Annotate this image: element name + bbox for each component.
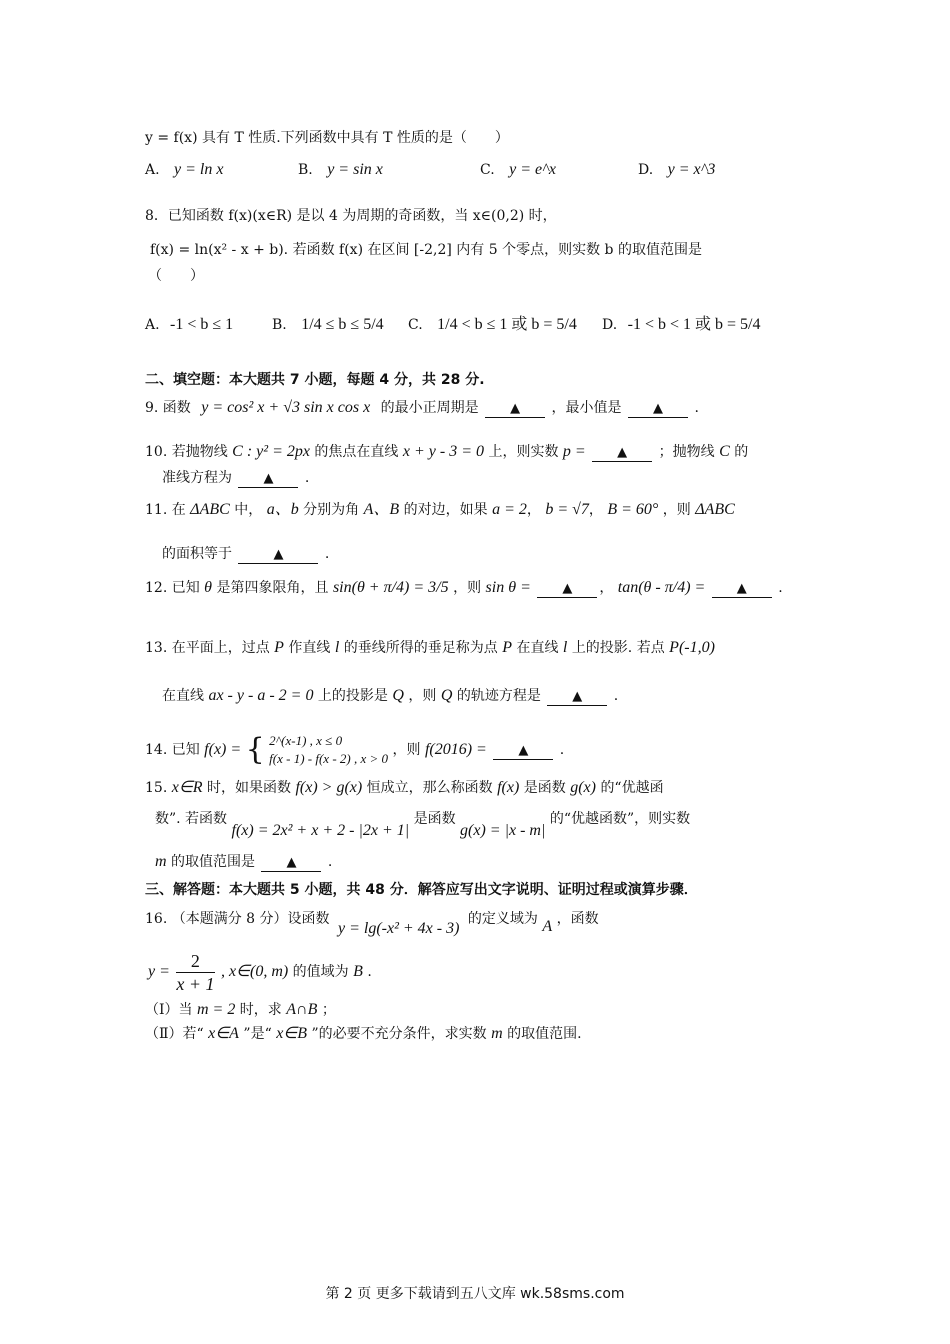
section-fill-in-heading: 二、填空题：本大题共 7 小题，每题 4 分，共 28 分. <box>145 372 485 388</box>
answer-blank[interactable] <box>628 401 688 418</box>
option-label: D. <box>638 162 654 178</box>
option-label: A. <box>145 317 160 333</box>
q10-text: 准线方程为 <box>162 470 232 486</box>
q15-expr: f(x) = 2x² + x + 2 - |2x + 1| <box>231 822 410 839</box>
q10-expr: C : y² = 2px <box>232 443 310 460</box>
triangle-icon: ▲ <box>652 401 663 416</box>
q15-text: 的取值范围是 <box>171 854 256 870</box>
q11-expr: ΔABC <box>190 501 230 518</box>
option-expr: 1/4 ≤ b ≤ 5/4 <box>301 316 384 333</box>
q11-text: . <box>324 546 330 562</box>
q10-text: 的 <box>734 444 749 460</box>
q11-expr: A、B <box>363 501 400 518</box>
triangle-icon: ▲ <box>510 401 521 416</box>
q11-expr: B = 60° <box>607 501 659 518</box>
option-label: B. <box>272 317 287 333</box>
answer-blank[interactable] <box>493 743 553 760</box>
triangle-icon: ▲ <box>286 855 297 870</box>
q15-expr: g(x) <box>570 779 596 796</box>
q16-expr: y = <box>148 963 170 980</box>
q10-expr: C <box>719 443 730 460</box>
q13-expr: P <box>502 639 512 656</box>
q15-expr: x∈R <box>171 779 203 796</box>
q10-text: . <box>304 470 310 486</box>
q11-text: ，则 <box>662 502 691 518</box>
q13-text: ，则 <box>408 688 437 704</box>
q12-text: . <box>778 580 783 596</box>
q13-expr: l <box>334 639 340 656</box>
q13-text: 13. 在平面上，过点 <box>145 640 270 656</box>
q15-expr: g(x) = |x - m| <box>460 822 546 839</box>
q9 <box>145 398 699 418</box>
option-expr: 1/4 < b ≤ 1 或 b = 5/4 <box>437 316 577 333</box>
q10-expr: x + y - 3 = 0 <box>402 443 484 460</box>
q16-text: ，函数 <box>556 911 599 927</box>
q16-expr: m <box>491 1025 503 1042</box>
triangle-icon: ▲ <box>263 471 274 486</box>
answer-blank[interactable] <box>238 547 318 564</box>
q16-text: . <box>367 964 372 980</box>
q8-option-b <box>272 315 384 335</box>
q16-expr: , x∈(0, m) <box>220 963 289 980</box>
q7-stem-text: y = f(x) 具有 T 性质.下列函数中具有 T 性质的是（ ） <box>145 130 509 146</box>
option-label: B. <box>298 162 313 178</box>
q16-expr: x∈B <box>276 1025 307 1042</box>
option-expr: -1 < b ≤ 1 <box>170 316 234 333</box>
q15-line2 <box>155 806 691 839</box>
page-footer: 第 2 页 更多下载请到五八文库 wk.58sms.com <box>325 1286 625 1302</box>
option-expr: y = ln x <box>174 161 224 178</box>
q8-line2: f(x) = ln(x² - x + b). 若函数 f(x) 在区间 [-2,2] 内有 5 个零点，则实数 b 的取值范围是 <box>150 242 702 258</box>
q12-expr: sin(θ + π/4) = 3/5 <box>332 579 449 596</box>
option-expr: y = sin x <box>327 161 383 178</box>
q9-expr: y = cos² x + √3 sin x cos x <box>201 399 371 416</box>
answer-blank[interactable] <box>485 401 545 418</box>
q11-text: 分别为角 <box>303 502 360 518</box>
q16-expr: y = lg(-x² + 4x - 3) <box>337 920 460 937</box>
q13-text: . <box>613 688 619 704</box>
q14-expr: f(x) = <box>204 741 242 758</box>
option-expr: -1 < b < 1 或 b = 5/4 <box>627 316 761 333</box>
q14-text: ，则 <box>392 742 421 758</box>
triangle-icon: ▲ <box>273 547 284 562</box>
q15-expr: m <box>155 853 167 870</box>
q15-text: 恒成立，那么称函数 <box>366 780 493 796</box>
q13-expr: P <box>274 639 284 656</box>
q16-line2 <box>148 948 372 996</box>
option-label: D. <box>602 317 618 333</box>
q13-text: 作直线 <box>288 640 331 656</box>
q7-option-d <box>638 160 715 180</box>
brace-icon: { <box>245 732 265 767</box>
q13-text: 上的投影. 若点 <box>571 640 665 656</box>
q12-text: 是第四象限角，且 <box>216 580 329 596</box>
q12-expr: sin θ = <box>485 579 531 596</box>
q16-expr: A <box>542 918 553 935</box>
q13-text: 的垂线所得的垂足称为点 <box>343 640 498 656</box>
answer-blank[interactable] <box>537 581 597 598</box>
q13-text: 上的投影是 <box>317 688 388 704</box>
q8-option-a <box>145 315 233 335</box>
q12-expr: tan(θ - π/4) = <box>617 579 706 596</box>
q15-line1 <box>145 778 664 798</box>
option-expr: y = x^3 <box>667 161 716 178</box>
case-2: f(x - 1) - f(x - 2) , x > 0 <box>269 751 389 766</box>
q15-text: 是函数 <box>523 780 566 796</box>
q15-text: 15. <box>145 780 168 796</box>
triangle-icon: ▲ <box>518 743 529 758</box>
q10-line2 <box>162 468 309 488</box>
q12: 12. 已知 θ 是第四象限角，且 sin(θ + π/4) = 3/5 ，则 sin θ = ▲ ， tan(θ - π/4) = ▲ . <box>145 579 783 596</box>
q10-text: 的焦点在直线 <box>314 444 399 460</box>
q12-expr: θ <box>204 579 213 596</box>
q15-text: 的“优越函 <box>600 780 664 796</box>
q16-text: ”的必要不充分条件，求实数 <box>311 1026 487 1042</box>
q11-expr: a、b <box>266 501 299 518</box>
q10-expr: p = <box>562 443 586 460</box>
triangle-icon: ▲ <box>617 445 628 460</box>
option-label: C. <box>480 162 495 178</box>
answer-blank[interactable] <box>547 689 607 706</box>
q8-option-d <box>602 315 761 335</box>
option-label: C. <box>408 317 423 333</box>
q16-text: 的取值范围. <box>507 1026 582 1042</box>
case-1: 2^(x-1) , x ≤ 0 <box>269 733 343 748</box>
q13-expr: Q <box>440 687 453 704</box>
q11-line2 <box>162 544 329 564</box>
answer-blank[interactable] <box>261 855 321 872</box>
q16-text: 时，求 <box>239 1002 282 1018</box>
q16-part1 <box>145 1000 336 1020</box>
q16-text: （Ⅰ）当 <box>145 1002 193 1018</box>
q16-text: 的定义域为 <box>467 911 538 927</box>
q13-line2 <box>162 686 618 706</box>
piecewise-cases <box>269 732 388 768</box>
q13-expr: ax - y - a - 2 = 0 <box>208 687 314 704</box>
q15-text: 的“优越函数”，则实数 <box>549 811 691 827</box>
q15-text: . <box>327 854 333 870</box>
q13-text: 的轨迹方程是 <box>456 688 541 704</box>
q16-text: ”是“ <box>243 1026 272 1042</box>
q11-text: 11. 在 <box>145 502 186 518</box>
option-expr: y = e^x <box>509 161 556 178</box>
answer-blank[interactable] <box>712 581 772 598</box>
q13-expr: Q <box>392 687 404 704</box>
option-label: A. <box>145 162 160 178</box>
q16-part2 <box>145 1024 582 1044</box>
q16-text: 的值域为 <box>292 964 349 980</box>
q10-text: ；抛物线 <box>658 444 715 460</box>
q16-text: ； <box>321 1002 336 1018</box>
q12-text: 12. 已知 <box>145 580 200 596</box>
triangle-icon: ▲ <box>562 581 573 596</box>
q16-expr: B <box>353 963 363 980</box>
triangle-icon: ▲ <box>572 689 583 704</box>
q10-text: 上，则实数 <box>488 444 559 460</box>
q15-text: 是函数 <box>413 811 456 827</box>
q9-text: ，最小值是 <box>551 400 622 416</box>
q12-text: ，则 <box>453 580 482 596</box>
triangle-icon: ▲ <box>736 581 747 596</box>
q8-option-c <box>408 315 577 335</box>
q10-text: 10. 若抛物线 <box>145 444 228 460</box>
q16-expr: A∩B <box>286 1001 318 1018</box>
q11-expr: a = 2 <box>492 501 527 518</box>
q7-stem <box>145 128 509 148</box>
fraction-numerator: 2 <box>176 950 214 973</box>
q14-expr: f(2016) = <box>424 741 487 758</box>
q7-option-c <box>480 160 556 180</box>
q16-expr: x∈A <box>208 1025 239 1042</box>
q15-line3 <box>155 852 332 872</box>
q11-expr: b = √7 <box>545 501 589 518</box>
section-solution-heading: 三、解答题：本大题共 5 小题，共 48 分．解答应写出文字说明、证明过程或演算步骤． <box>145 882 698 898</box>
answer-blank[interactable] <box>238 471 298 488</box>
fraction-denominator: x + 1 <box>176 973 215 994</box>
q7-option-a <box>145 160 223 180</box>
q8-line3: （ ） <box>148 268 204 284</box>
q15-text: 时，如果函数 <box>206 780 291 796</box>
q10-line1 <box>145 442 748 462</box>
q13-text: 在直线 <box>516 640 559 656</box>
q13-line1 <box>145 638 715 658</box>
q11-text: 中， <box>234 502 263 518</box>
q16-text: 16. （本题满分 8 分）设函数 <box>145 911 330 927</box>
q15-expr: f(x) > g(x) <box>295 779 363 796</box>
q11-text: 的对边，如果 <box>403 502 488 518</box>
q14 <box>145 732 564 768</box>
q14-text: . <box>559 742 565 758</box>
q15-expr: f(x) <box>497 779 520 796</box>
q11-line1: 11. 在 ΔABC 中， a、b 分别为角 A、B 的对边，如果 a = 2， b = √7， B = 60° ，则 ΔABC <box>145 501 735 518</box>
q16-line1 <box>145 906 599 937</box>
q15-text: 数”. 若函数 <box>155 811 228 827</box>
q14-text: 14. 已知 <box>145 742 200 758</box>
fraction <box>176 950 214 995</box>
q11-expr: ΔABC <box>695 501 735 518</box>
q8-line1: 8．已知函数 f(x)(x∈R) 是以 4 为周期的奇函数，当 x∈(0,2) 时， <box>145 208 557 224</box>
q9-text: . <box>694 400 699 416</box>
answer-blank[interactable] <box>592 445 652 462</box>
q7-option-b <box>298 160 383 180</box>
q11-text: 的面积等于 <box>162 546 232 562</box>
q13-text: 在直线 <box>162 688 204 704</box>
q16-expr: m = 2 <box>196 1001 236 1018</box>
q9-text: 的最小正周期是 <box>380 400 479 416</box>
q16-text: （Ⅱ）若“ <box>145 1026 204 1042</box>
q13-expr: l <box>562 639 568 656</box>
q13-expr: P(-1,0) <box>669 639 715 656</box>
q9-text: 9. 函数 <box>145 400 191 416</box>
